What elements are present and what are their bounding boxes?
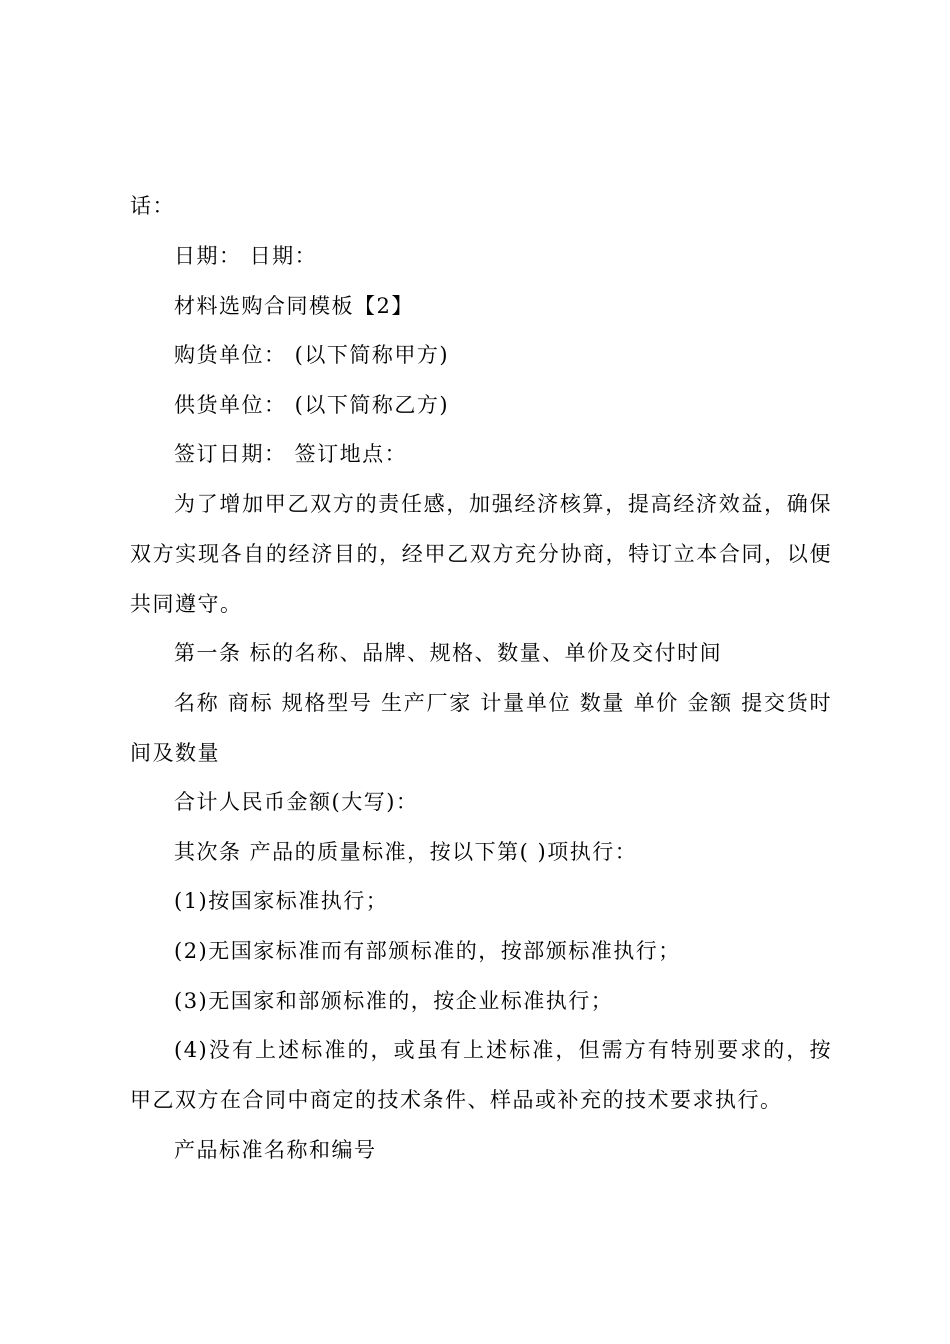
standard-item-2: (2)无国家标准而有部颁标准的，按部颁标准执行；	[174, 939, 681, 963]
standard-item-1: (1)按国家标准执行；	[174, 889, 389, 913]
item-table-header-text: 名称 商标 规格型号 生产厂家 计量单位 数量 单价 金额 提交货时间及数量	[130, 691, 832, 765]
total-amount-line: 合计人民币金额(大写)：	[174, 790, 419, 814]
standard-item-4: (4)没有上述标准的，或虽有上述标准，但需方有特别要求的，按甲乙双方在合同中商定的技术条件、样品或补充的技术要求执行。	[130, 1038, 832, 1112]
text-continuation: 话：	[130, 194, 175, 218]
date-line: 日期： 日期：	[174, 244, 318, 268]
signing-line: 签订日期： 签订地点：	[174, 442, 408, 466]
article-two-heading: 其次条 产品的质量标准，按以下第( )项执行：	[174, 840, 638, 864]
article-one-heading: 第一条 标的名称、品牌、规格、数量、单价及交付时间	[174, 641, 723, 665]
supplier-line: 供货单位： (以下简称乙方)	[174, 393, 450, 417]
preamble-paragraph: 为了增加甲乙双方的责任感，加强经济核算，提高经济效益，确保双方实现各自的经济目的，经甲乙双方充分协商，特订立本合同，以便共同遵守。	[130, 492, 832, 616]
product-standard-name-line: 产品标准名称和编号	[174, 1138, 377, 1162]
contract-title: 材料选购合同模板【2】	[174, 294, 414, 318]
buyer-line: 购货单位： (以下简称甲方)	[174, 343, 450, 367]
standard-item-3: (3)无国家和部颁标准的，按企业标准执行；	[174, 989, 614, 1013]
